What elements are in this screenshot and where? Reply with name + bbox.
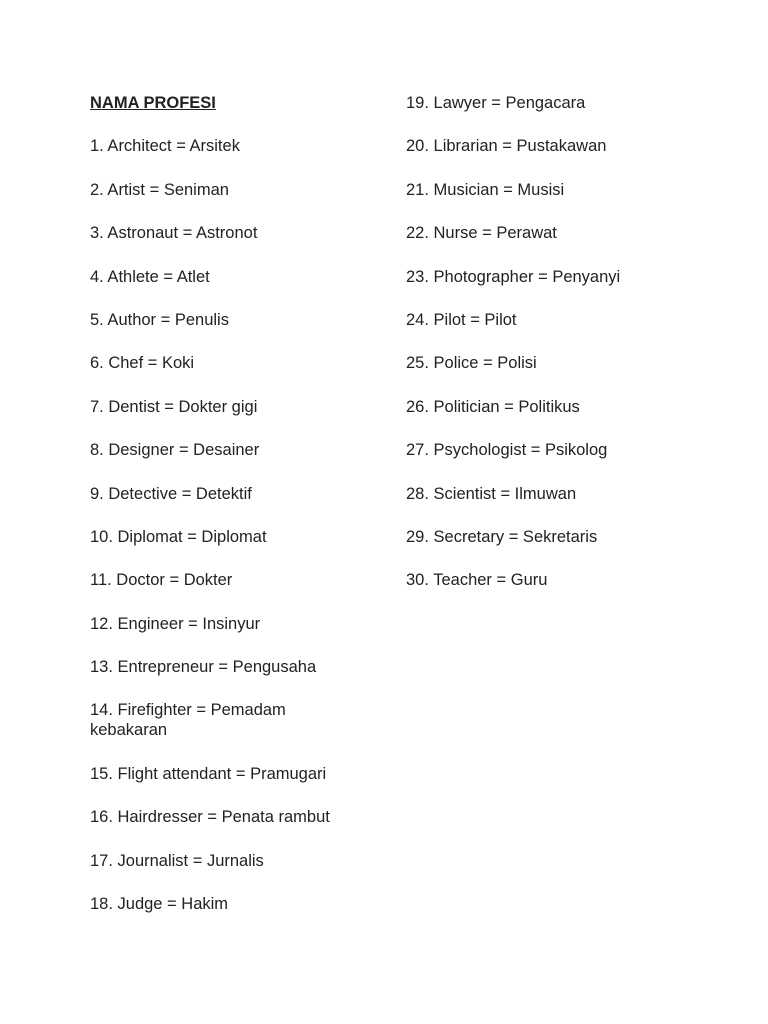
list-item	[406, 180, 706, 200]
list-item	[406, 267, 706, 287]
list-item-text: 15. Flight attendant = Pramugari	[90, 764, 327, 783]
list-item	[90, 267, 370, 287]
list-item	[90, 353, 370, 373]
list-item-text: 4. Athlete = Atlet	[90, 267, 210, 286]
list-item	[90, 700, 315, 740]
list-item	[90, 397, 370, 417]
list-item-text: 17. Journalist = Jurnalis	[90, 851, 264, 870]
list-item-text: 30. Teacher = Guru	[406, 571, 548, 590]
list-item-text: 24. Pilot = Pilot	[406, 310, 517, 329]
list-item-text: 21. Musician = Musisi	[406, 180, 565, 199]
list-item-text: 20. Librarian = Pustakawan	[406, 137, 607, 156]
list-item	[90, 440, 370, 460]
list-item	[90, 894, 370, 914]
list-item	[90, 570, 370, 590]
list-item-text: 11. Doctor = Dokter	[90, 571, 233, 590]
list-item-text: 1. Architect = Arsitek	[90, 137, 240, 156]
list-item	[406, 440, 706, 460]
document-title: NAMA PROFESI	[90, 94, 216, 112]
list-item-text: 2. Artist = Seniman	[90, 180, 229, 199]
list-item	[406, 223, 706, 243]
list-item-text: 26. Politician = Politikus	[406, 397, 580, 416]
list-item	[90, 851, 370, 871]
list-item	[406, 136, 706, 156]
list-item-text: 9. Detective = Detektif	[90, 484, 252, 503]
list-item-text: 6. Chef = Koki	[90, 354, 195, 373]
list-item-text: 18. Judge = Hakim	[90, 895, 229, 914]
list-item	[406, 397, 706, 417]
list-item-text: 27. Psychologist = Psikolog	[406, 441, 608, 460]
right-column	[406, 93, 706, 590]
list-item	[90, 657, 370, 677]
list-item-text: 5. Author = Penulis	[90, 310, 229, 329]
list-item	[90, 807, 370, 827]
list-item-text: 23. Photographer = Penyanyi	[406, 267, 621, 286]
left-column	[90, 93, 370, 914]
list-item	[406, 310, 706, 330]
list-item	[90, 310, 370, 330]
list-item-text: 8. Designer = Desainer	[90, 441, 260, 460]
list-item	[406, 353, 706, 373]
list-item-text: 3. Astronaut = Astronot	[90, 224, 258, 243]
list-item-text: 13. Entrepreneur = Pengusaha	[90, 658, 317, 677]
list-item-text: 14. Firefighter = Pemadam kebakaran	[90, 701, 286, 740]
list-item	[90, 180, 370, 200]
list-item	[90, 484, 370, 504]
list-item	[90, 136, 370, 156]
list-item-text: 19. Lawyer = Pengacara	[406, 94, 586, 112]
list-item-text: 10. Diplomat = Diplomat	[90, 527, 267, 546]
list-item	[90, 527, 370, 547]
list-item	[406, 570, 706, 590]
list-item-text: 28. Scientist = Ilmuwan	[406, 484, 577, 503]
list-item	[406, 527, 706, 547]
list-item	[406, 93, 706, 113]
list-item	[90, 614, 370, 634]
list-item	[90, 223, 370, 243]
list-item-text: 7. Dentist = Dokter gigi	[90, 397, 258, 416]
list-item	[90, 764, 370, 784]
list-item-text: 16. Hairdresser = Penata rambut	[90, 808, 330, 827]
list-item	[406, 484, 706, 504]
list-item-text: 22. Nurse = Perawat	[406, 224, 557, 243]
list-item-text: 29. Secretary = Sekretaris	[406, 527, 598, 546]
list-item-text: 25. Police = Polisi	[406, 354, 537, 373]
list-item-text: 12. Engineer = Insinyur	[90, 614, 261, 633]
